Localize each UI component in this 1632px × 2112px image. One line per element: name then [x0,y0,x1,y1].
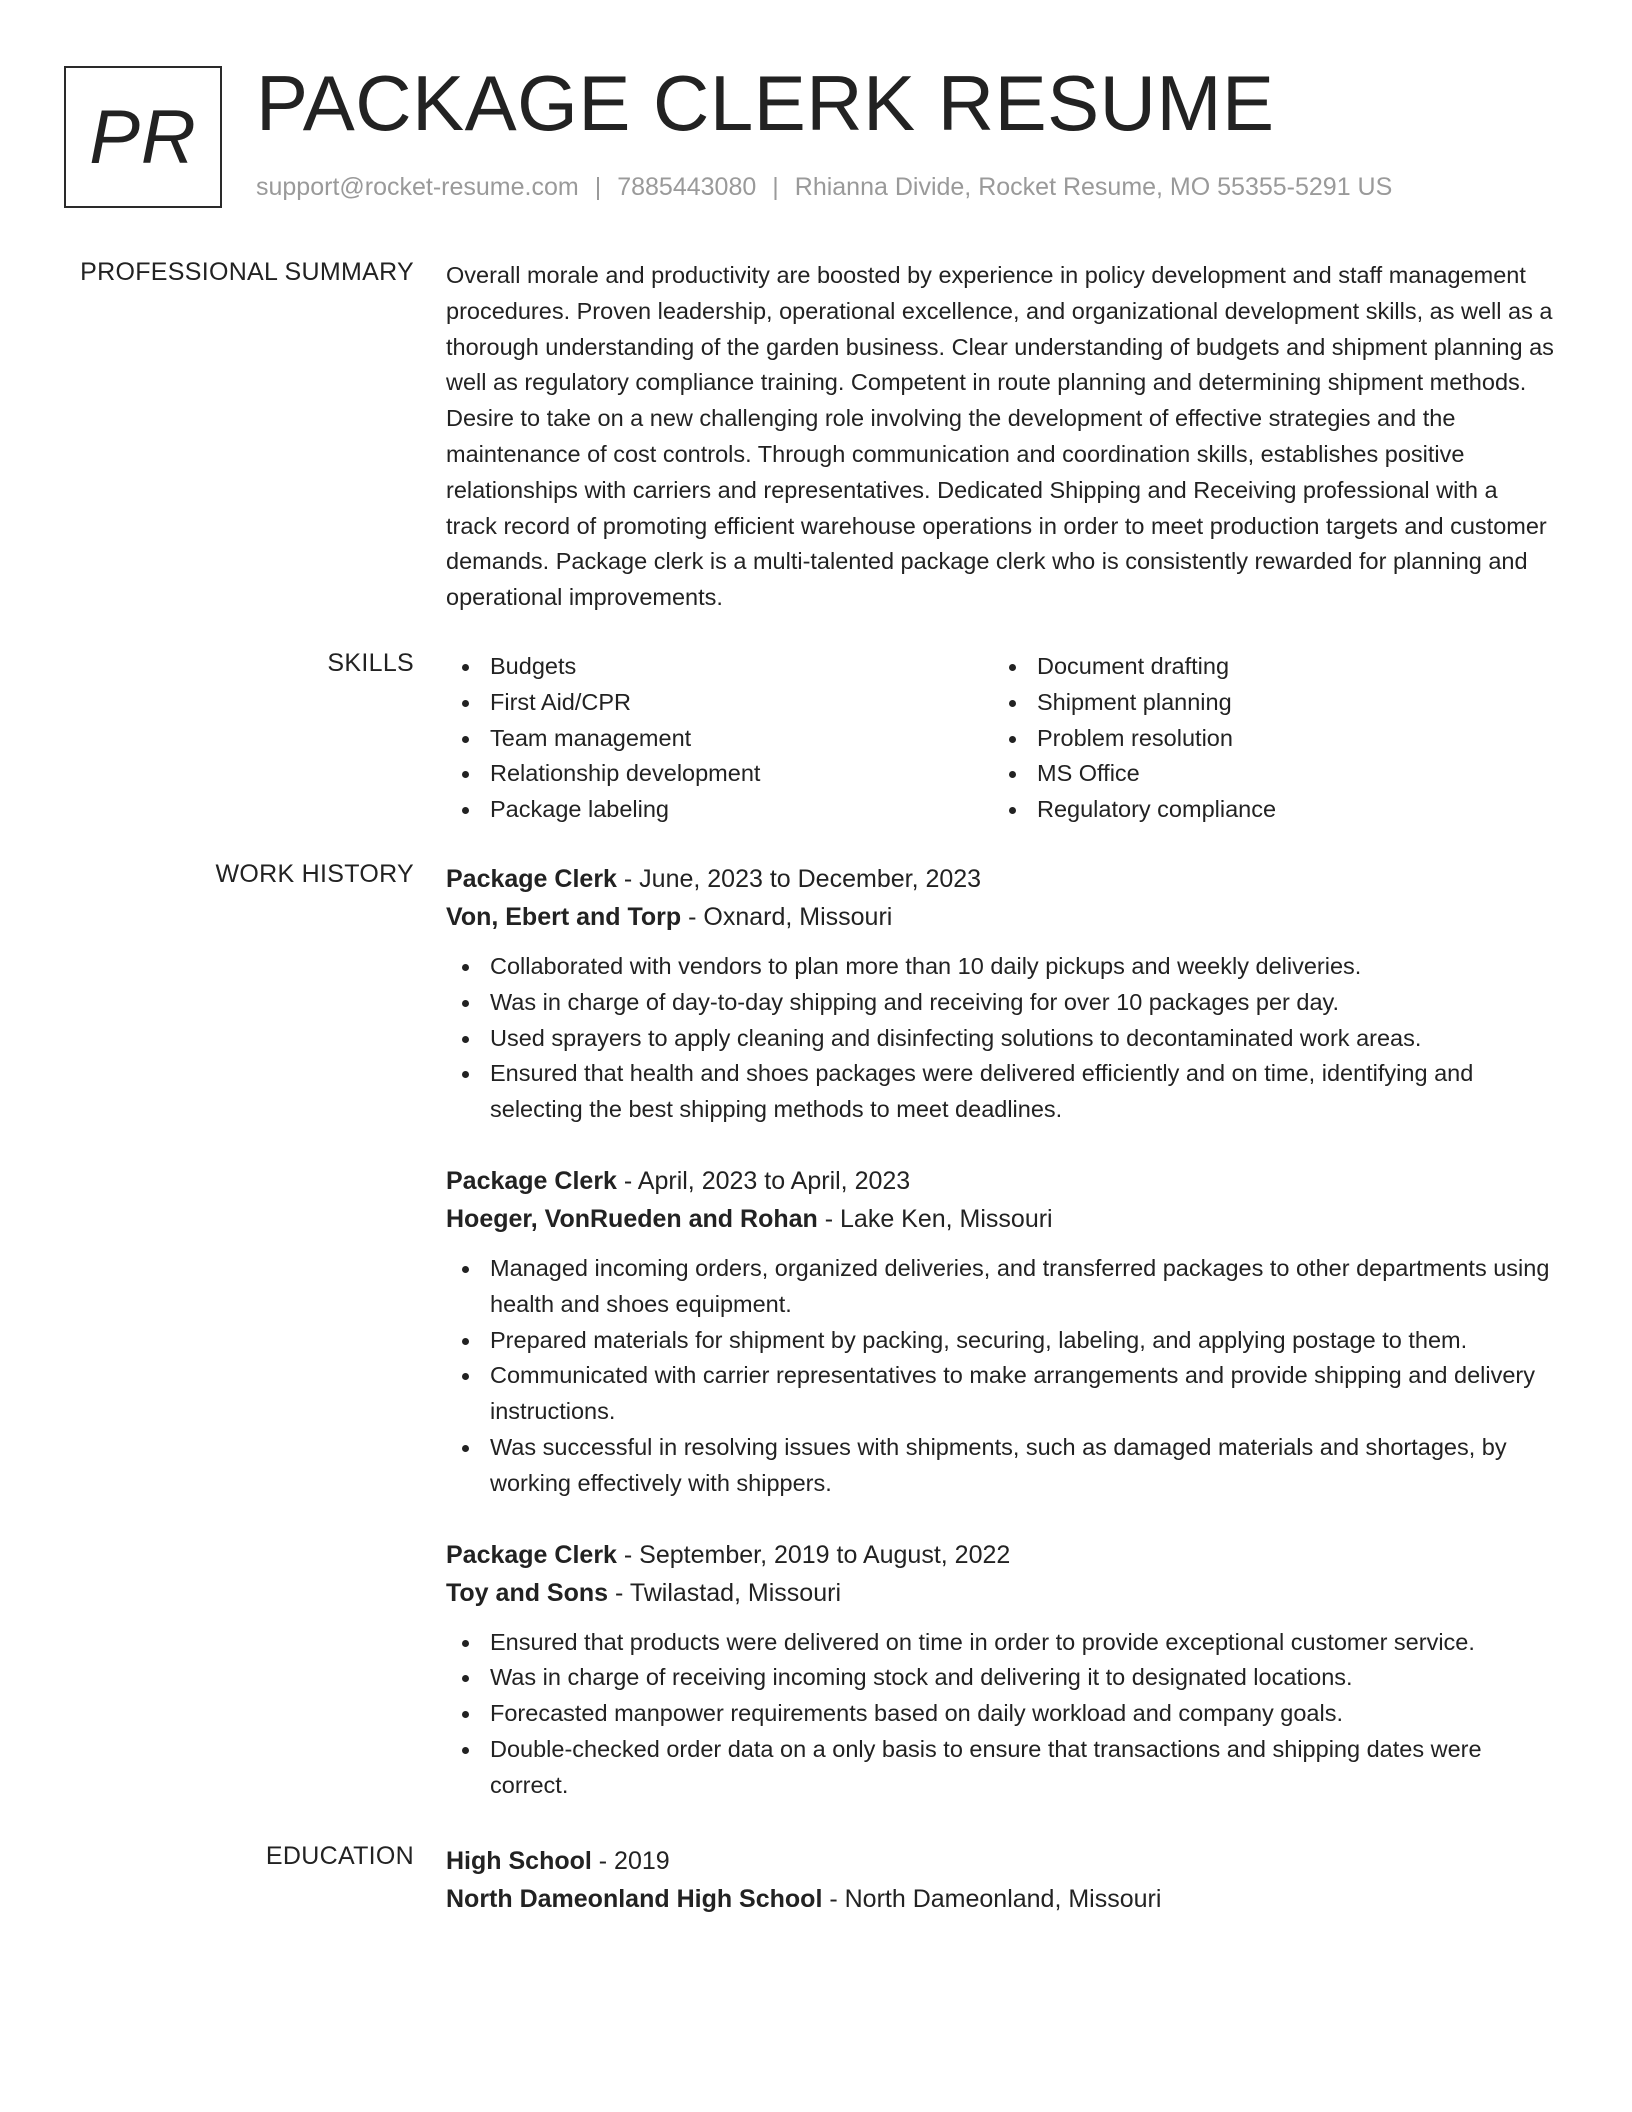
work-history-body [446,860,1554,1838]
skill-item: First Aid/CPR [446,685,993,721]
section-label-education: EDUCATION [265,1842,414,1870]
job-company: Von, Ebert and Torp [446,903,682,931]
section-label-skills: SKILLS [327,649,414,677]
skill-item: Document drafting [993,649,1540,685]
education-year: - 2019 [591,1847,670,1875]
job-bullet: Double-checked order data on a only basis to ensure that transactions and shipping dates were correct. [446,1732,1554,1804]
job-company-line [446,1200,1554,1238]
skill-item: Regulatory compliance [993,792,1540,828]
skill-item: Shipment planning [993,685,1540,721]
job-bullet: Communicated with carrier representatives to make arrangements and provide shipping and delivery instructions. [446,1358,1554,1430]
section-label-work-history: WORK HISTORY [215,860,414,888]
job-location: - Oxnard, Missouri [681,903,893,931]
job-bullet: Was successful in resolving issues with shipments, such as damaged materials and shortages, by working effectively with shippers. [446,1430,1554,1502]
skills-column-right [993,649,1540,828]
summary-text: Overall morale and productivity are boosted by experience in policy development and staff management procedures. Proven leadership, operational excellence, and organizational development skills, as well as a thorough understanding of the garden business. Clear understanding of budgets and shipment planning as well as regulatory compliance training. Competent in route planning and determining shipment methods. Desire to take on a new challenging role involving the development of effective strategies and the maintenance of cost controls. Through communication and coordination skills, establishes positive relationships with carriers and representatives. Dedicated Shipping and Receiving professional with a track record of promoting efficient warehouse operations in order to meet production targets and customer demands. Package clerk is a multi-talented package clerk who is consistently rewarded for planning and operational improvements. [446,262,1554,611]
job-bullet: Used sprayers to apply cleaning and disinfecting solutions to decontaminated work areas. [446,1021,1554,1057]
skill-item: Relationship development [446,756,993,792]
education-location: - North Dameonland, Missouri [822,1885,1162,1913]
job-dates: - June, 2023 to December, 2023 [616,865,982,893]
job-title-line [446,1162,1554,1200]
job-bullet: Ensured that products were delivered on time in order to provide exceptional customer service. [446,1625,1554,1661]
job-dates: - September, 2019 to August, 2022 [616,1540,1011,1569]
skill-item: Team management [446,721,993,757]
summary-body [446,258,1554,616]
education-school-line [446,1880,1554,1918]
job-entry [446,1162,1554,1502]
education-degree-line [446,1842,1554,1880]
job-title-line [446,860,1554,898]
contact-separator: | [594,173,602,201]
job-bullets [446,1625,1554,1804]
contact-email[interactable]: support@rocket-resume.com [256,173,579,201]
job-bullets [446,1251,1554,1502]
monogram-initials: PR [89,94,197,180]
contact-phone[interactable]: 7885443080 [617,173,757,201]
job-bullet: Prepared materials for shipment by packing, securing, labeling, and applying postage to them. [446,1323,1554,1359]
job-entry [446,1536,1554,1804]
job-bullet: Managed incoming orders, organized deliveries, and transferred packages to other departments using health and shoes equipment. [446,1251,1554,1323]
job-title: Package Clerk [446,1166,617,1195]
skills-grid [446,649,1554,828]
education-body [446,1842,1554,1918]
skill-item: MS Office [993,756,1540,792]
job-bullet: Ensured that health and shoes packages were delivered efficiently and on time, identifying and selecting the best shipping methods to meet deadlines. [446,1056,1554,1128]
skills-column-left [446,649,993,828]
job-bullet: Collaborated with vendors to plan more than 10 daily pickups and weekly deliveries. [446,949,1554,985]
monogram-box [64,66,222,208]
job-bullet: Was in charge of receiving incoming stock and delivering it to designated locations. [446,1660,1554,1696]
education-degree: High School [446,1847,592,1875]
job-company-line [446,1574,1554,1612]
job-bullet: Was in charge of day-to-day shipping and receiving for over 10 packages per day. [446,985,1554,1021]
job-entry [446,860,1554,1128]
skills-body [446,649,1554,828]
job-company-line [446,898,1554,936]
contact-address: Rhianna Divide, Rocket Resume, MO 55355-5291 US [794,173,1393,201]
page-title: PACKAGE CLERK RESUME [256,59,1275,147]
skill-item: Package labeling [446,792,993,828]
job-dates: - April, 2023 to April, 2023 [616,1166,911,1195]
job-title: Package Clerk [446,1540,617,1569]
job-bullets [446,949,1554,1128]
skill-item: Problem resolution [993,721,1540,757]
contact-separator: | [772,173,779,201]
job-title-line [446,1536,1554,1574]
section-label-summary: PROFESSIONAL SUMMARY [80,258,414,286]
job-location: - Lake Ken, Missouri [817,1204,1053,1233]
education-school: North Dameonland High School [446,1885,823,1913]
job-bullet: Forecasted manpower requirements based on daily workload and company goals. [446,1696,1554,1732]
job-company: Hoeger, VonRueden and Rohan [446,1204,818,1233]
job-location: - Twilastad, Missouri [608,1578,841,1607]
skill-item: Budgets [446,649,993,685]
job-company: Toy and Sons [446,1578,609,1607]
contact-line [256,173,1392,202]
job-title: Package Clerk [446,865,617,893]
